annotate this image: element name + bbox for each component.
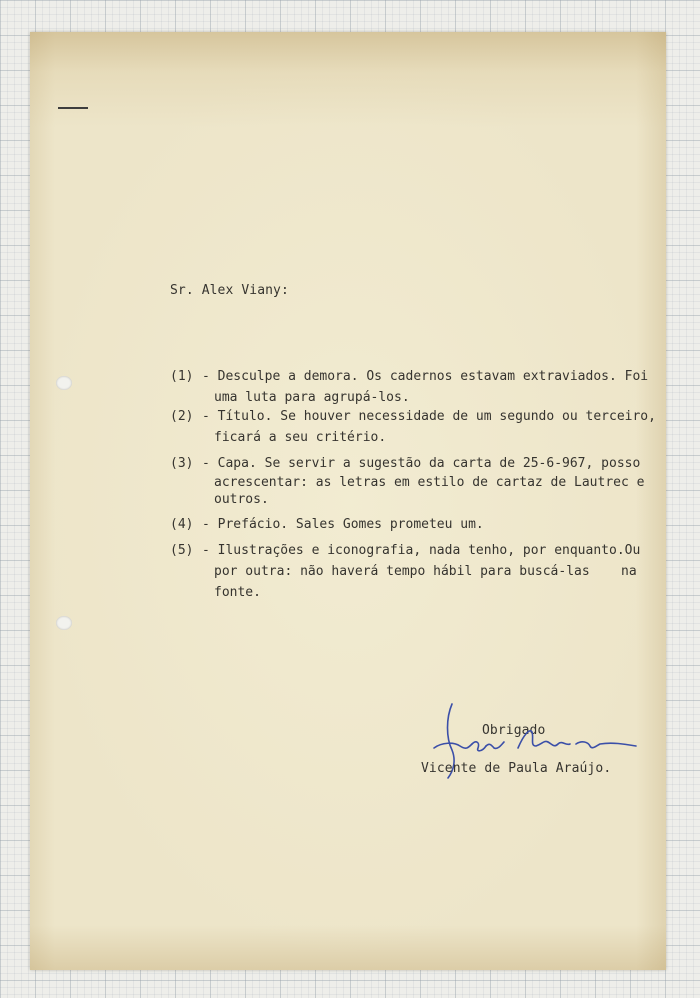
item-number: (3) [170,456,194,471]
item-continuation-line: por outra: não haverá tempo hábil para buscá-las na [214,564,637,579]
item-text: - Ilustrações e iconografia, nada tenho, por enquanto.Ou [202,543,641,558]
item-text: - Capa. Se servir a sugestão da carta de 25-6-967, posso [202,456,641,471]
item-text: - Título. Se houver necessidade de um segundo ou terceiro, [202,409,656,424]
punch-hole-top [56,376,72,390]
item-continuation-line: outros. [214,492,269,507]
list-item-5 [170,540,640,603]
item-number: (5) [170,543,194,558]
list-item-4 [170,514,484,535]
list-item-2 [170,406,656,448]
item-text: - Prefácio. Sales Gomes prometeu um. [202,517,484,532]
item-first-line [170,540,640,561]
signer-name: Vicente de Paula Araújo. [421,761,612,776]
punch-hole-bottom [56,616,72,630]
item-continuation-line: uma luta para agrupá-los. [214,390,410,405]
item-continuation-line: acrescentar: as letras em estilo de cartaz de Lautrec e [214,475,645,490]
item-first-line [170,453,644,474]
list-item-1 [170,366,648,408]
item-continuation-line: fonte. [214,585,261,600]
typed-dash-mark [58,107,88,109]
list-item-3 [170,453,644,508]
item-number: (2) [170,409,194,424]
item-number: (1) [170,369,194,384]
item-number: (4) [170,517,194,532]
salutation: Sr. Alex Viany: [170,283,289,298]
item-first-line [170,406,656,427]
item-continuation-line: ficará a seu critério. [214,430,387,445]
item-first-line [170,514,484,535]
closing: Obrigado [482,723,546,738]
item-text: - Desculpe a demora. Os cadernos estavam extraviados. Foi [202,369,649,384]
item-first-line [170,366,648,387]
